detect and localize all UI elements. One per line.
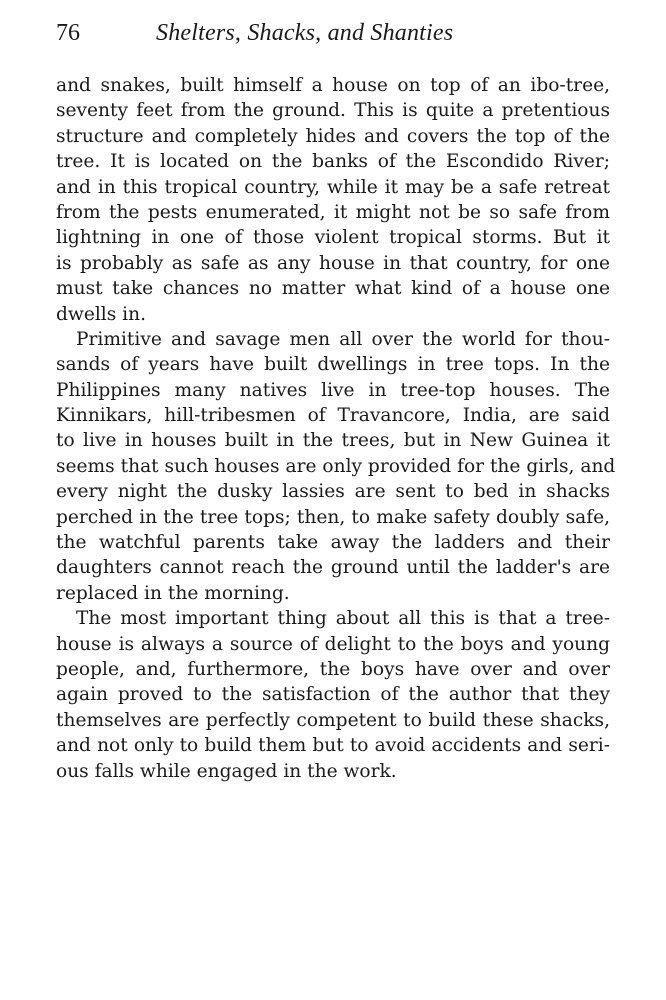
text-line: Primitive and savage men all over the world for thou- — [76, 328, 610, 350]
page-number: 76 — [56, 20, 80, 46]
text-line: must take chances no matter what kind of a house one — [56, 278, 610, 300]
text-line: Kinnikars, hill-tribesmen of Travancore, India, are said — [56, 405, 610, 427]
text-line: structure and completely hides and covers the top of the — [56, 125, 610, 147]
text-line: Philippines many natives live in tree-top houses. The — [56, 379, 610, 401]
text-line: people, and, furthermore, the boys have over and over — [56, 658, 610, 680]
text-line: ous falls while engaged in the work. — [56, 760, 397, 782]
body-text — [56, 73, 616, 784]
text-line: from the pests enumerated, it might not be so safe from — [56, 201, 610, 223]
text-line: themselves are perfectly competent to build these shacks, — [56, 709, 610, 731]
text-line: lightning in one of those violent tropical storms. But it — [56, 227, 610, 249]
text-line: is probably as safe as any house in that country, for one — [56, 252, 610, 274]
text-line: seventy feet from the ground. This is quite a pretentious — [56, 100, 610, 122]
text-line: to live in houses built in the trees, but in New Guinea it — [56, 430, 610, 452]
text-line: house is always a source of delight to the boys and young — [56, 633, 610, 655]
text-line: The most important thing about all this is that a tree- — [76, 608, 610, 630]
text-line: sands of years have built dwellings in tree tops. In the — [56, 354, 610, 376]
text-line: replaced in the morning. — [56, 582, 290, 604]
text-line: daughters cannot reach the ground until the ladder's are — [56, 557, 610, 579]
text-line: and in this tropical country, while it may be a safe retreat — [56, 176, 610, 198]
running-head — [56, 18, 612, 48]
text-line: again proved to the satisfaction of the author that they — [56, 684, 610, 706]
text-line: and not only to build them but to avoid accidents and seri- — [56, 735, 610, 757]
running-title: Shelters, Shacks, and Shanties — [156, 20, 454, 46]
text-line: every night the dusky lassies are sent to bed in shacks — [56, 481, 610, 503]
text-line: tree. It is located on the banks of the Escondido River; — [56, 151, 610, 173]
text-line: seems that such houses are only provided for the girls, and — [56, 455, 616, 477]
text-line: dwells in. — [56, 303, 146, 325]
text-line: the watchful parents take away the ladders and their — [56, 532, 610, 554]
text-line: and snakes, built himself a house on top of an ibo-tree, — [56, 75, 610, 96]
text-line: perched in the tree tops; then, to make safety doubly safe, — [56, 506, 610, 528]
